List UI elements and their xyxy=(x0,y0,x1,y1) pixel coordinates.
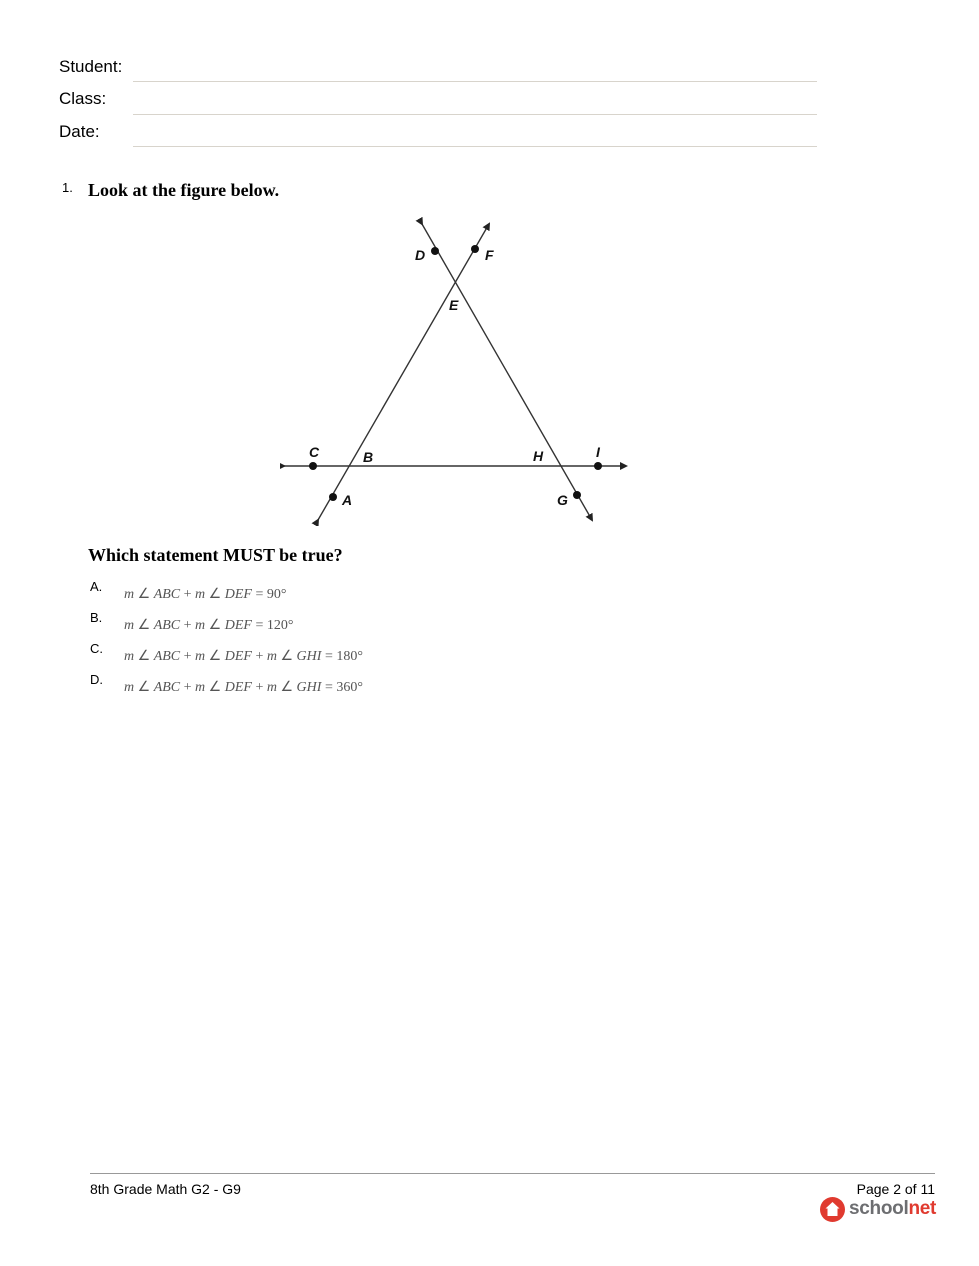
point-a xyxy=(329,493,337,501)
label-i: I xyxy=(596,444,600,460)
footer-title: 8th Grade Math G2 - G9 xyxy=(90,1181,241,1197)
line-dg xyxy=(422,224,592,520)
date-field-line[interactable] xyxy=(133,146,817,147)
choice-expression: m ∠ ABC + m ∠ DEF + m ∠ GHI = 360° xyxy=(124,680,363,695)
choice-letter: D. xyxy=(90,672,103,687)
line-af xyxy=(318,224,489,520)
label-h: H xyxy=(533,448,544,464)
schoolnet-logo xyxy=(820,1195,936,1223)
geometry-figure xyxy=(280,216,630,526)
date-label: Date: xyxy=(59,122,100,141)
question-prompt: Look at the figure below. xyxy=(88,180,280,200)
logo-text-school: school xyxy=(849,1198,909,1219)
label-g: G xyxy=(557,492,568,508)
point-f xyxy=(471,245,479,253)
question-stem: Which statement MUST be true? xyxy=(88,545,343,565)
point-d xyxy=(431,247,439,255)
student-field-line[interactable] xyxy=(133,81,817,82)
label-a: A xyxy=(342,492,353,508)
question-number: 1. xyxy=(62,180,73,195)
house-icon xyxy=(820,1197,845,1222)
label-e: E xyxy=(449,297,459,313)
choice-expression: m ∠ ABC + m ∠ DEF = 90° xyxy=(124,587,287,602)
footer-divider xyxy=(90,1173,935,1174)
choice-letter: B. xyxy=(90,610,103,625)
choice-letter: C. xyxy=(90,641,103,656)
label-d: D xyxy=(415,247,426,263)
choice-expression: m ∠ ABC + m ∠ DEF + m ∠ GHI = 180° xyxy=(124,649,363,664)
point-i xyxy=(594,462,602,470)
logo-text-net: net xyxy=(908,1198,937,1219)
point-c xyxy=(309,462,317,470)
label-f: F xyxy=(485,247,494,263)
page-number: Page 2 of 11 xyxy=(856,1181,935,1197)
choice-letter: A. xyxy=(90,579,103,594)
label-c: C xyxy=(309,444,320,460)
class-field-line[interactable] xyxy=(133,114,817,115)
class-label: Class: xyxy=(59,89,107,108)
point-g xyxy=(573,491,581,499)
student-label: Student: xyxy=(59,57,123,76)
choice-expression: m ∠ ABC + m ∠ DEF = 120° xyxy=(124,618,294,633)
label-b: B xyxy=(363,449,374,465)
